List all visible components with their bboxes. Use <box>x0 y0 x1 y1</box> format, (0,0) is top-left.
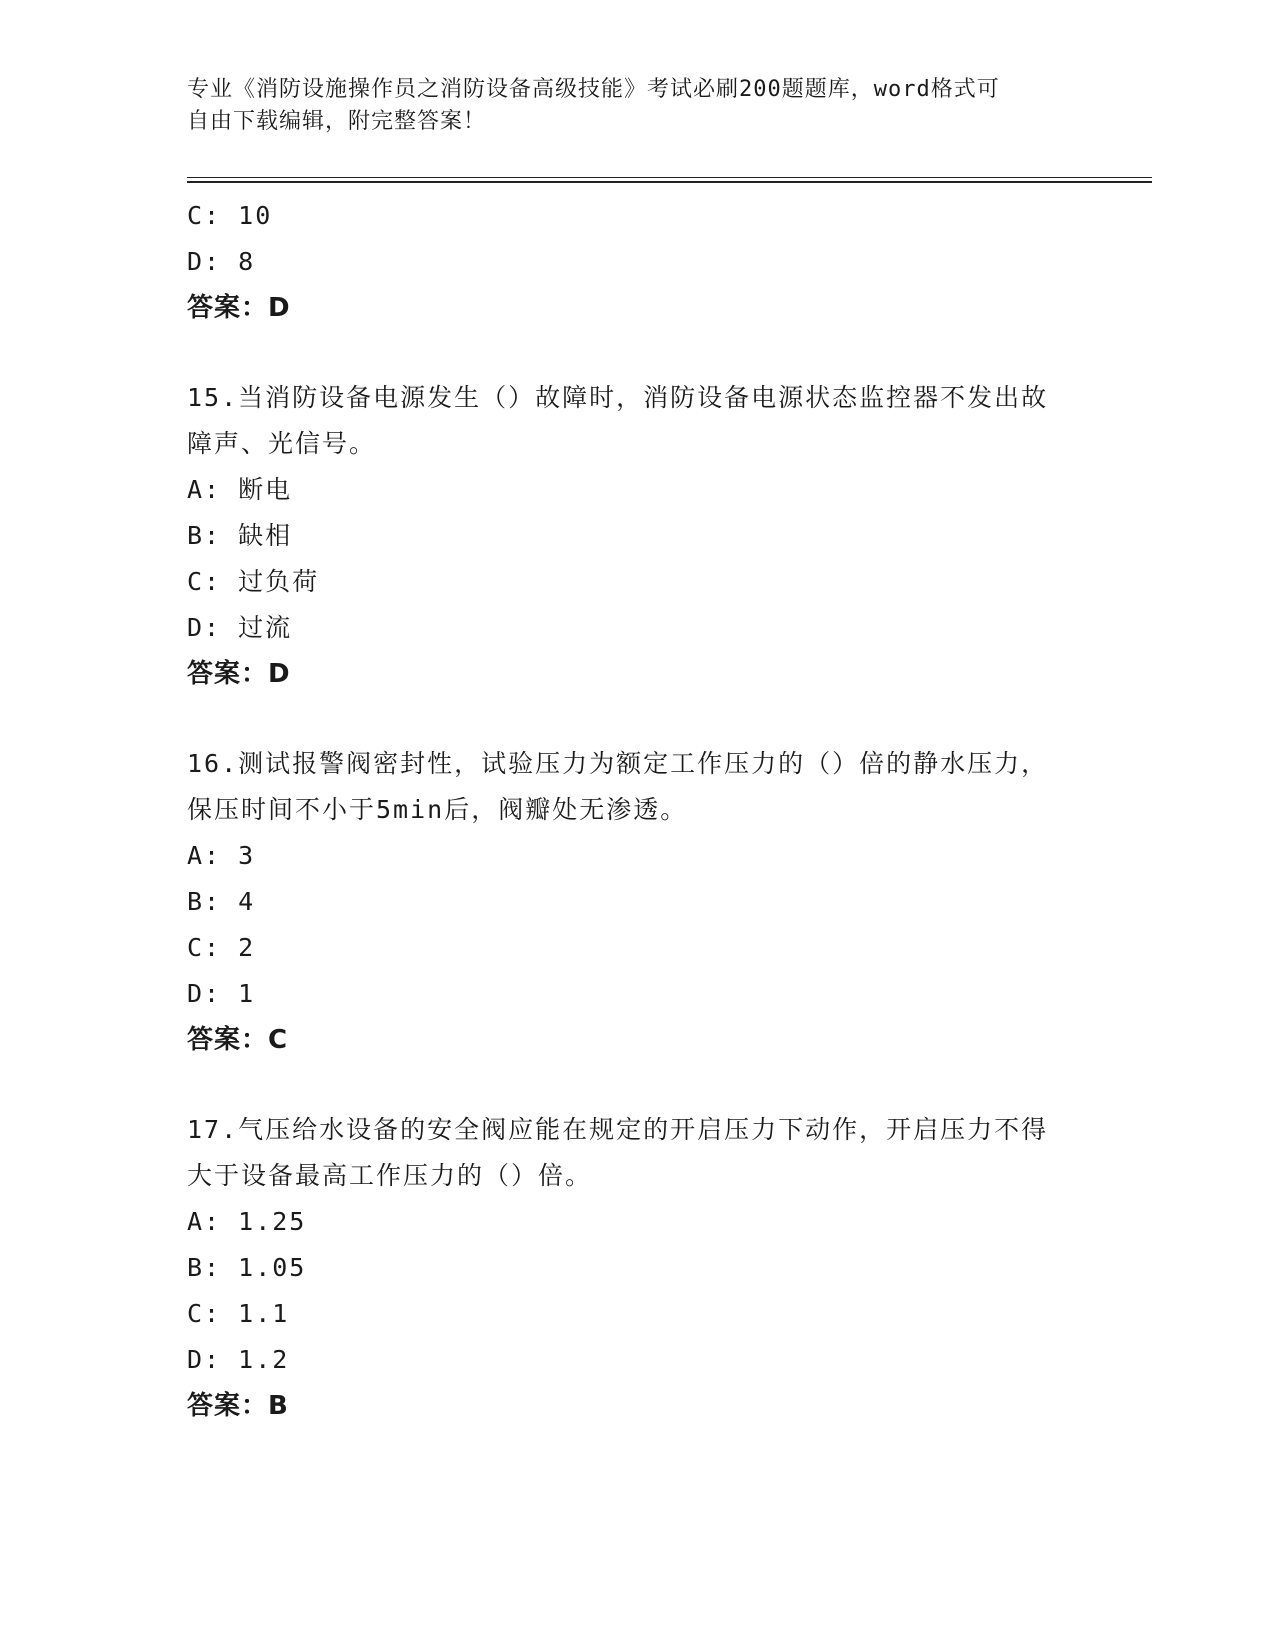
option-d: D: 1.2 <box>187 1345 290 1374</box>
header-line-1: 专业《消防设施操作员之消防设备高级技能》考试必刷200题题库，word格式可 <box>187 77 1000 102</box>
option-b: B: 缺相 <box>187 521 293 550</box>
option-a: A: 断电 <box>187 475 293 504</box>
option-c: C: 10 <box>187 201 273 230</box>
question-list <box>187 193 1067 1429</box>
option-a: A: 3 <box>187 841 256 870</box>
option-b: B: 1.05 <box>187 1253 307 1282</box>
option-a: A: 1.25 <box>187 1207 307 1236</box>
option-d: D: 1 <box>187 979 256 1008</box>
option-c: C: 过负荷 <box>187 567 320 596</box>
header-divider-top <box>187 177 1152 178</box>
option-d: D: 过流 <box>187 613 293 642</box>
question-16 <box>187 741 1067 1063</box>
option-d: D: 8 <box>187 247 256 276</box>
question-carryover <box>187 193 1067 331</box>
question-text: 16.测试报警阀密封性，试验压力为额定工作压力的（）倍的静水压力，保压时间不小于5min后，阀瓣处无渗透。 <box>187 749 1049 824</box>
answer-line: 答案：B <box>187 1391 289 1421</box>
question-15 <box>187 375 1067 697</box>
question-17 <box>187 1107 1067 1429</box>
question-text: 15.当消防设备电源发生（）故障时，消防设备电源状态监控器不发出故障声、光信号。 <box>187 383 1049 458</box>
option-b: B: 4 <box>187 887 256 916</box>
header-divider-bottom <box>187 181 1152 183</box>
answer-line: 答案：D <box>187 293 291 323</box>
question-text: 17.气压给水设备的安全阀应能在规定的开启压力下动作，开启压力不得大于设备最高工作压力的（）倍。 <box>187 1115 1049 1190</box>
document-header <box>187 74 1067 138</box>
option-c: C: 2 <box>187 933 256 962</box>
answer-line: 答案：D <box>187 659 291 689</box>
option-c: C: 1.1 <box>187 1299 290 1328</box>
answer-line: 答案：C <box>187 1025 289 1055</box>
header-line-2: 自由下载编辑，附完整答案！ <box>187 109 487 134</box>
